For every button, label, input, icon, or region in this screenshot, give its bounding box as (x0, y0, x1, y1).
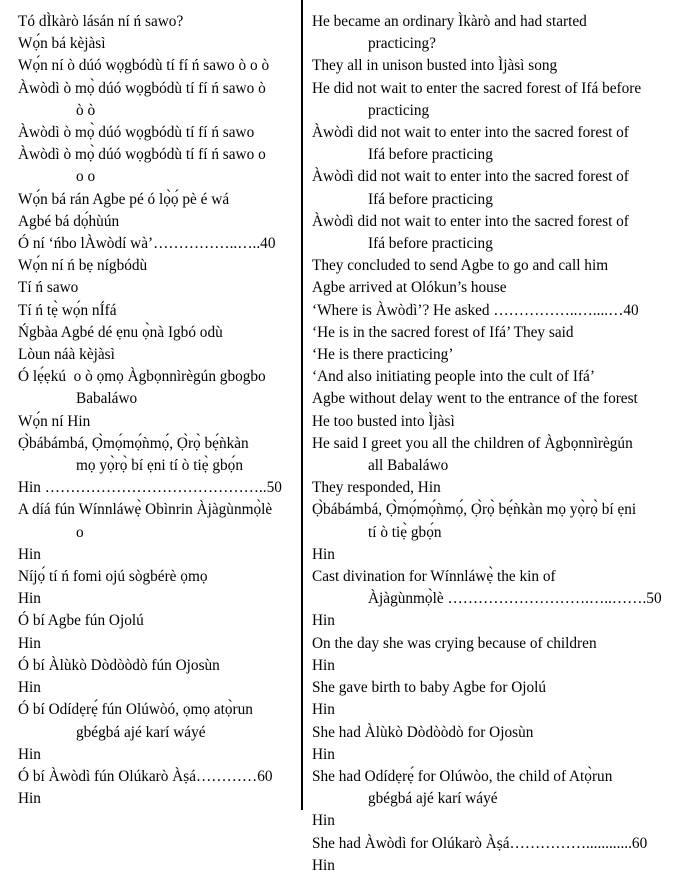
verse-line (18, 610, 295, 632)
verse-line-text: Níjọ́ tí ń fomi ojú sògbérè ọmọ (18, 568, 208, 586)
verse-line (312, 833, 678, 855)
verse-line-text: Àwòdì did not wait to enter into the sacred forest of (312, 124, 629, 142)
verse-line-text: Wọ́n ní ń bẹ nígbódù (18, 257, 148, 275)
verse-line-text: Àwòdì did not wait to enter into the sacred forest of (312, 212, 629, 230)
verse-line (312, 300, 678, 322)
verse-line (312, 366, 678, 388)
verse-line (18, 211, 295, 233)
verse-line-text: Hin (312, 856, 335, 874)
verse-line-text: Ọ̀bábámbá, Ọ̀mọ́mọ́ǹmọ́, Ọ̀rọ̀ bẹ́ǹkàn (18, 434, 249, 452)
verse-line-text: Hin (18, 745, 41, 763)
verse-line (312, 810, 678, 832)
verse-line (18, 144, 295, 188)
verse-line-text: Àwòdì ò mọ̀ dúó wọgbódù tí fí ń sawo (18, 124, 255, 142)
verse-line-text: Wọ́n bá kèjàsì (18, 35, 106, 53)
verse-line-continuation: Àjàgùnmọ̀lè ……………………….…..…….50 (368, 590, 662, 608)
verse-line-text: They responded, Hin (312, 479, 441, 497)
verse-line (18, 433, 295, 477)
verse-line (312, 211, 678, 255)
verse-line (18, 255, 295, 277)
verse-line (18, 677, 295, 699)
verse-line-continuation: mọ yọ̀rọ̀ bí ẹni tí ò tiẹ̀ gbọ́n (76, 457, 243, 475)
verse-line-text: Àwòdì ò mọ̀ dúó wọgbódù tí fí ń sawo ò (18, 79, 266, 97)
verse-line (18, 633, 295, 655)
verse-line-text: Hin (18, 679, 41, 697)
verse-line (312, 55, 678, 77)
verse-line-text: Ó bí Àwòdì fún Olúkarò Àṣá…………60 (18, 767, 273, 785)
verse-line-continuation: Ifá before practicing (368, 190, 493, 208)
verse-line-continuation: Ifá before practicing (368, 235, 493, 253)
verse-line (312, 166, 678, 210)
verse-line (18, 322, 295, 344)
verse-line (312, 744, 678, 766)
verse-line (18, 544, 295, 566)
verse-line-text: Àwòdì did not wait to enter into the sacred forest of (312, 168, 629, 186)
verse-line-continuation: Ifá before practicing (368, 146, 493, 164)
verse-line-text: She had Odídẹrẹ́ for Olúwòo, the child of Atọ̀run (312, 767, 613, 785)
verse-line-text: He too busted into Ìjàsì (312, 412, 455, 430)
verse-line-text: He became an ordinary Ìkàrò and had started (312, 13, 587, 30)
verse-line-text: She had Àlùkò Dòdòòdò for Ojosùn (312, 723, 534, 741)
verse-line (312, 655, 678, 677)
verse-line-text: Hin (18, 790, 41, 808)
verse-line-text: Tó dÌkàrò lásán ní ń sawo? (18, 13, 184, 30)
verse-line (18, 78, 295, 122)
verse-line-text: Wọ́n ní Hin (18, 412, 91, 430)
verse-line-continuation: ò ò (76, 101, 96, 119)
left-column-yoruba (0, 0, 301, 810)
verse-line (18, 233, 295, 255)
verse-line-text: Hin (312, 745, 335, 763)
verse-line-text: Tí ń sawo (18, 279, 79, 297)
verse-line-continuation: practicing (368, 101, 430, 119)
verse-line (312, 766, 678, 810)
verse-line (18, 499, 295, 543)
verse-line-text: Ó bí Odídẹrẹ́ fún Olúwòó, ọmọ atọ̀run (18, 701, 253, 719)
verse-line-text: ‘He is in the sacred forest of Ifá’ They said (312, 323, 574, 341)
verse-line-text: Wọ́n ní ò dúó wọgbódù tí fí ń sawo ò o ò (18, 57, 270, 75)
verse-line (312, 78, 678, 122)
verse-line-continuation: practicing? (368, 35, 436, 53)
verse-line (18, 344, 295, 366)
verse-line-text: Ó lẹ́ẹkú o ò ọmọ Àgbọnnìrègún gbogbo (18, 368, 266, 386)
verse-line-text: Agbe arrived at Olókun’s house (312, 279, 507, 297)
verse-line (18, 122, 295, 144)
verse-line-text: Agbé bá dọ́hùún (18, 212, 120, 230)
verse-line (18, 699, 295, 743)
right-column-english (303, 0, 686, 874)
verse-line-text: Wọ́n bá rán Agbe pé ó lọ̀ọ́ pè é wá (18, 190, 230, 208)
verse-line-text: Tí ń tẹ̀ wọ́n nÍfá (18, 301, 117, 319)
verse-line (312, 566, 678, 610)
verse-line (18, 588, 295, 610)
verse-line (312, 544, 678, 566)
verse-line-text: Ńgbàa Agbé dé ẹnu ọ̀nà Igbó odù (18, 323, 223, 341)
verse-line (312, 411, 678, 433)
verse-line (312, 633, 678, 655)
verse-line (18, 33, 295, 55)
verse-line-continuation: Babaláwo (76, 390, 138, 408)
verse-line-text: ‘He is there practicing’ (312, 346, 454, 364)
verse-line-text: Ó bí Agbe fún Ojolú (18, 612, 144, 630)
verse-line-text: Hin (312, 545, 335, 563)
verse-line (18, 477, 295, 499)
verse-line (18, 655, 295, 677)
verse-line-text: Àwòdì ò mọ̀ dúó wọgbódù tí fí ń sawo o (18, 146, 266, 164)
verse-line-text: Hin ……………………………………..50 (18, 479, 282, 497)
verse-line-text: She gave birth to baby Agbe for Ojolú (312, 679, 547, 697)
verse-line (18, 744, 295, 766)
verse-line-text: He did not wait to enter the sacred forest of Ifá before (312, 79, 642, 97)
verse-line (312, 699, 678, 721)
verse-line-continuation: gbégbá ajé karí wáyé (76, 723, 206, 741)
verse-line (18, 189, 295, 211)
verse-line-text: Ó bí Àlùkò Dòdòòdò fún Ojosùn (18, 656, 220, 674)
verse-line (312, 255, 678, 277)
verse-line-text: Ó ní ‘ńbo lÀwòdí wà’……………..…..40 (18, 235, 276, 253)
verse-line (18, 11, 295, 33)
verse-line-continuation: o (76, 523, 84, 541)
verse-line (312, 388, 678, 410)
verse-line (18, 788, 295, 810)
verse-line-text: Hin (312, 701, 335, 719)
verse-line (18, 300, 295, 322)
verse-line (312, 677, 678, 699)
verse-line-text: On the day she was crying because of children (312, 634, 597, 652)
verse-line-text: She had Àwòdì for Olúkarò Àṣá……………............60 (312, 834, 648, 852)
verse-line (18, 411, 295, 433)
verse-line (312, 477, 678, 499)
verse-line-text: Lòun náà kèjàsì (18, 346, 115, 364)
verse-line-text: Ọ̀bábámbá, Ọ̀mọ́mọ́ǹmọ́, Ọ̀rọ̀ bẹ́ǹkàn mọ yọ̀rọ̀ bí ẹni (312, 501, 637, 519)
verse-line (18, 566, 295, 588)
verse-line-text: ‘And also initiating people into the cult of Ifá’ (312, 368, 595, 386)
verse-line-text: Cast divination for Wínnláwẹ̀ the kin of (312, 568, 556, 586)
verse-line (312, 433, 678, 477)
verse-line-continuation: all Babaláwo (368, 457, 449, 475)
verse-line-text: He said I greet you all the children of Àgbọnnìrègún (312, 434, 633, 452)
verse-line-text: Hin (312, 612, 335, 630)
verse-line (312, 322, 678, 344)
verse-line (312, 610, 678, 632)
verse-line-text: Agbe without delay went to the entrance of the forest (312, 390, 638, 408)
verse-line-text: Hin (18, 545, 41, 563)
verse-line (312, 344, 678, 366)
verse-line-text: A díá fún Wínnláwẹ̀ Obìnrin Àjàgùnmọ̀lè (18, 501, 273, 519)
verse-line-continuation: gbégbá ajé karí wáyé (368, 790, 498, 808)
verse-line-continuation: o o (76, 168, 96, 186)
verse-line (18, 277, 295, 299)
verse-line-text: They concluded to send Agbe to go and call him (312, 257, 609, 275)
verse-line (312, 499, 678, 543)
verse-line (312, 855, 678, 877)
verse-line-text: Hin (18, 590, 41, 608)
verse-line (312, 277, 678, 299)
verse-line-text: Hin (312, 656, 335, 674)
verse-line (312, 11, 678, 55)
verse-line-text: Hin (312, 812, 335, 830)
verse-line-text: Hin (18, 634, 41, 652)
verse-line-text: ‘Where is Àwòdì’? He asked ……………..…....…40 (312, 301, 639, 319)
verse-line (18, 366, 295, 410)
verse-line (18, 766, 295, 788)
verse-line-continuation: tí ò tiẹ̀ gbọ́n (368, 523, 442, 541)
verse-line (312, 122, 678, 166)
verse-line (18, 55, 295, 77)
verse-line (312, 722, 678, 744)
verse-line-text: They all in unison busted into Ìjàsì song (312, 57, 558, 75)
